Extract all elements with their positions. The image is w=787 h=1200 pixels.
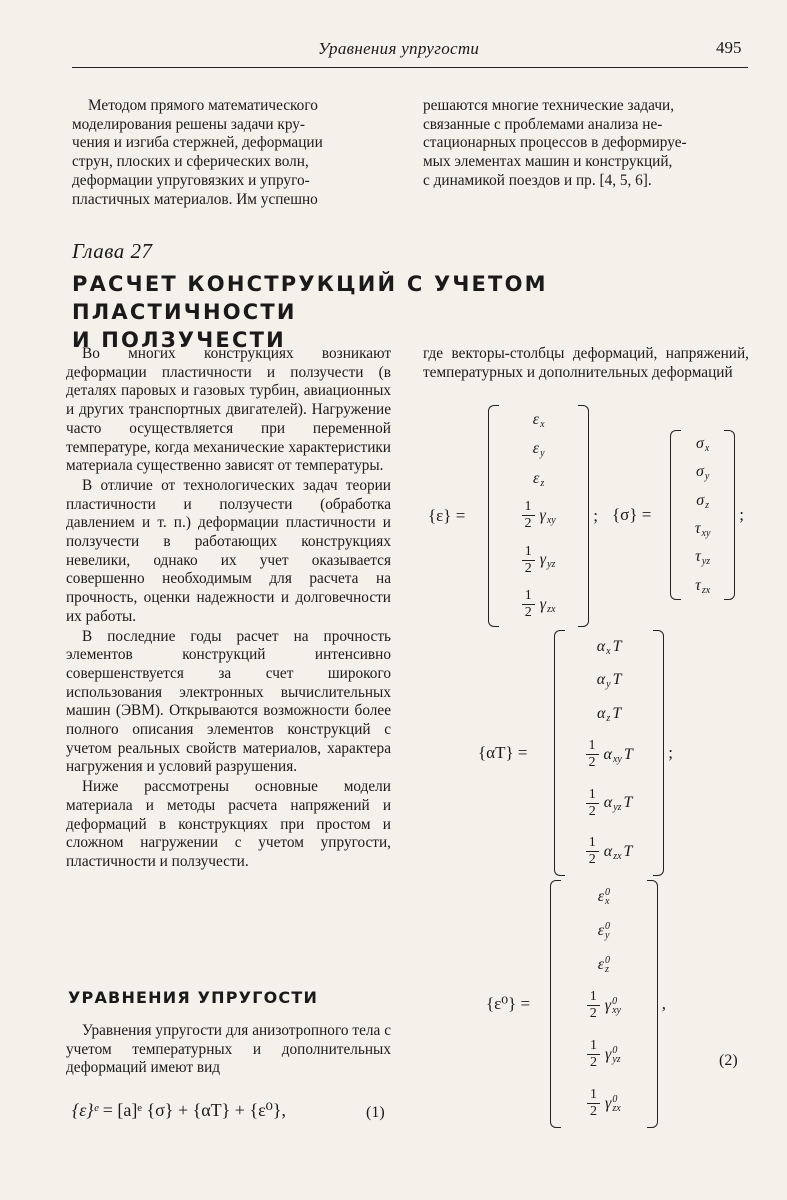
- section-title: УРАВНЕНИЯ УПРУГОСТИ: [68, 988, 319, 1007]
- text-line: решаются многие технические задачи,: [423, 97, 675, 114]
- vector-epsilon-zero: [486, 880, 666, 1128]
- vector-entry: ε x: [532, 410, 545, 430]
- vector-entry: $\frac{1}{2}$ α xy T: [586, 738, 633, 771]
- left-column: [66, 345, 391, 872]
- vector-entry: $\frac{1}{2}$ α yz T: [586, 787, 633, 820]
- text-line: мых элементах машин и конструкций,: [423, 153, 673, 171]
- fraction: $\frac{1}{2}$: [522, 588, 535, 621]
- fraction: $\frac{1}{2}$: [522, 544, 535, 577]
- fraction: $\frac{1}{2}$: [587, 1087, 600, 1120]
- paragraph: Уравнения упругости для анизотропного тела с учетом температурных и дополнительных деформаций имеют вид: [66, 1022, 391, 1077]
- equation-1-number: (1): [366, 1104, 385, 1121]
- chapter-title: [72, 270, 732, 354]
- vector-entry: ε z: [533, 469, 545, 489]
- fraction: $\frac{1}{2}$: [587, 989, 600, 1022]
- vector-entry: σ z: [696, 491, 710, 511]
- chapter-title-line2: И ПОЛЗУЧЕСТИ: [72, 328, 286, 352]
- right-column-intro: [423, 345, 749, 382]
- paragraph: Во многих конструкциях возникают деформации пластичности и ползучести (в деталях паровых и газовых турбин, авиационных и других транспортных двигателей). Нагружение часто осуществляется при переменной температуре, когда механические характеристики материала существенно зависят от температуры.: [66, 345, 391, 475]
- vector-lhs: {αT} =: [478, 743, 528, 762]
- vector-column: [554, 630, 664, 876]
- vector-entry: $\frac{1}{2}$ γ xy: [522, 499, 556, 532]
- equation-1: [72, 1100, 286, 1121]
- text-line: моделирования решены задачи кру-: [72, 115, 306, 133]
- paragraph: где векторы-столбцы деформаций, напряжений, температурных и дополнительных деформаций: [423, 345, 749, 381]
- chapter-title-line1: РАСЧЕТ КОНСТРУКЦИЙ С УЧЕТОМ ПЛАСТИЧНОСТИ: [72, 272, 548, 324]
- text-line: с динамикой поездов и пр. [4, 5, 6].: [423, 171, 652, 189]
- vector-rhs: ,: [661, 994, 666, 1013]
- text-line: связанные с проблемами анализа не-: [423, 115, 663, 133]
- vector-entry: ε 0 z: [597, 954, 611, 975]
- vector-entry: $\frac{1}{2}$ α zx T: [586, 835, 633, 868]
- equation-1-lhs: {ε}ᵉ: [72, 1100, 99, 1120]
- fraction: $\frac{1}{2}$: [522, 499, 535, 532]
- header-rule: [72, 67, 748, 68]
- vector-entry: $\frac{1}{2}$ γ 0 xy: [587, 989, 621, 1022]
- fraction: $\frac{1}{2}$: [586, 738, 599, 771]
- vector-sigma: [612, 430, 744, 600]
- vector-entry: ε y: [532, 440, 545, 460]
- vector-lhs: {ε⁰} =: [486, 994, 531, 1013]
- vector-rhs: ;: [739, 505, 744, 524]
- vector-column: [550, 880, 658, 1128]
- text-line: Методом прямого математического: [88, 97, 318, 114]
- vector-entry: τ xy: [694, 520, 711, 540]
- vector-rhs: ;: [593, 506, 598, 525]
- paragraph: В последние годы расчет на прочность элементов конструкций интенсивно совершенствуется за счет широкого использования электронных вычислительных машин (ЭВМ). Открываются возможности более полного описания элементов конструкций с учетом реальных свойств материалов, характера нагружения и условий разрушения.: [66, 627, 391, 776]
- text-line: чения и изгиба стержней, деформации: [72, 134, 323, 152]
- vector-column: [670, 430, 735, 600]
- vector-alpha-t: [478, 630, 673, 876]
- fraction: $\frac{1}{2}$: [586, 835, 599, 868]
- paragraph: Ниже рассмотрены основные модели материала и методы расчета напряжений и деформаций в конструкциях при простом и сложном нагружении с учетом упругости, пластичности и ползучести.: [66, 778, 391, 870]
- top-right-text: [423, 97, 749, 191]
- text-line: деформации упруговязких и упруго-: [72, 171, 310, 189]
- vector-entry: σ y: [695, 463, 710, 483]
- vector-entry: $\frac{1}{2}$ γ 0 zx: [587, 1087, 621, 1120]
- fraction: $\frac{1}{2}$: [587, 1038, 600, 1071]
- page-number: 495: [716, 38, 742, 57]
- paragraph: В отличие от технологических задач теории пластичности и ползучести (обработка давлением и т. п.) деформации пластичности и ползучести в работающих конструкциях невелики, однако их учет оказывается совершенно необходимым для расчета на прочность, оценки надежности и долговечности их работы.: [66, 476, 391, 625]
- vector-column: [488, 405, 589, 627]
- text-line: струн, плоских и сферических волн,: [72, 153, 309, 171]
- chapter-label: Глава 27: [72, 239, 153, 263]
- vector-entry: $\frac{1}{2}$ γ yz: [522, 544, 556, 577]
- vector-entry: $\frac{1}{2}$ γ 0 yz: [587, 1038, 621, 1071]
- text-line: пластичных материалов. Им успешно: [72, 190, 318, 208]
- vector-entry: α x T: [596, 637, 622, 657]
- vector-lhs: {ε} =: [428, 506, 466, 525]
- vector-entry: τ yz: [695, 548, 711, 568]
- vector-entry: $\frac{1}{2}$ γ zx: [522, 588, 556, 621]
- vector-entry: α y T: [596, 671, 622, 691]
- vector-entry: ε 0 x: [597, 886, 611, 907]
- fraction: $\frac{1}{2}$: [586, 787, 599, 820]
- text-line: стационарных процессов в деформируе-: [423, 134, 687, 152]
- vector-entry: ε 0 y: [597, 920, 611, 941]
- equation-2-number: (2): [719, 1052, 738, 1069]
- vector-entry: τ zx: [695, 576, 711, 596]
- equation-1-rhs: = [a]ᵉ {σ} + {αT} + {ε⁰},: [102, 1100, 287, 1120]
- vector-entry: σ x: [695, 435, 710, 455]
- equation-intro: [66, 1022, 391, 1078]
- vector-rhs: ;: [668, 743, 673, 762]
- vector-epsilon: [428, 405, 598, 627]
- vector-entry: α z T: [597, 704, 622, 724]
- running-header-title: Уравнения упругости: [318, 39, 480, 58]
- vector-lhs: {σ} =: [612, 505, 652, 524]
- top-left-text: [72, 97, 394, 209]
